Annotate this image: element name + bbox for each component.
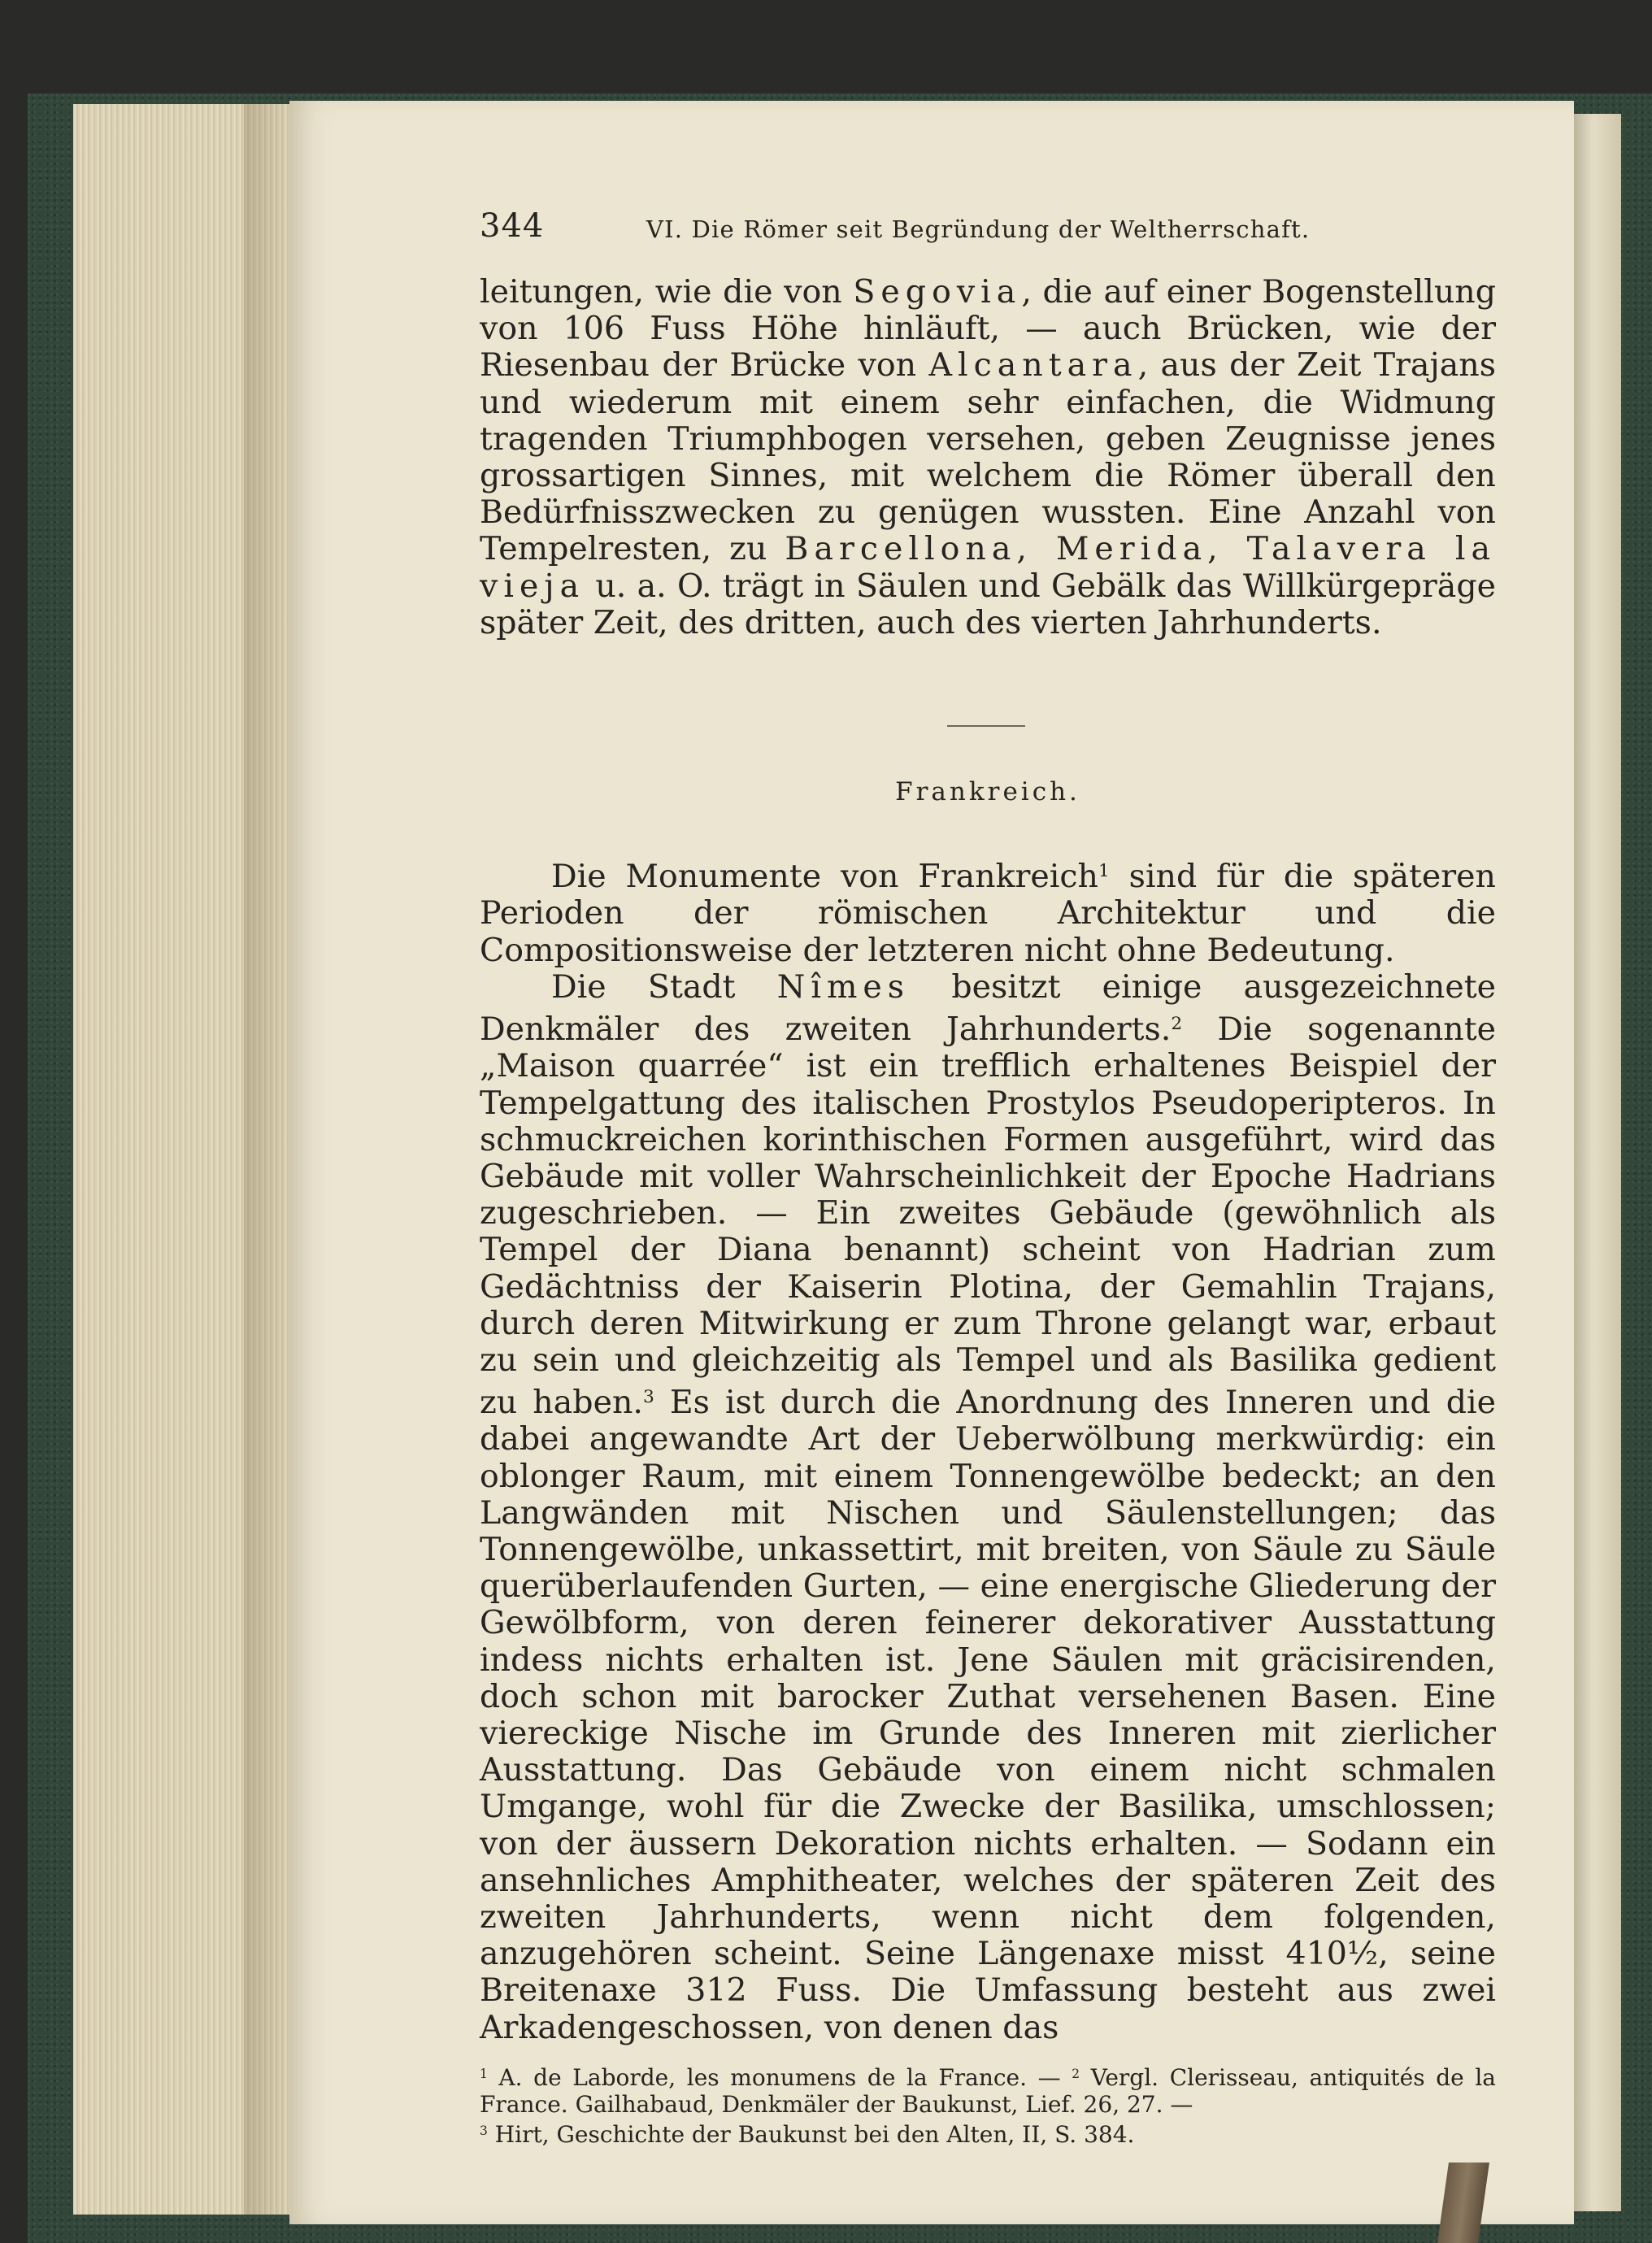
footnote-text: A. de Laborde, les monumens de la France. — [487,2064,1072,2092]
page-content [480,207,1496,2148]
footnote-block [480,2061,1496,2148]
text-span: , die auf einer Bogenstellung von 106 Fuss Höhe hinläuft, — auch Brücken, wie der Riesenbau der Brücke von [480,273,1496,385]
text-span: u. a. O. trägt in Säulen und Gebälk das Willkürgepräge später Zeit, des dritten, auch des vierten Jahrhunderts. [480,567,1496,641]
text-span: Die Stadt [551,967,777,1006]
place-name: Alcantara [928,346,1138,385]
footnote-text: Hirt, Geschichte der Baukunst bei den Alten, II, S. 384. [487,2121,1135,2149]
text-span: leitungen, wie die von [480,273,854,311]
section-divider [947,725,1025,727]
paragraph-2 [480,853,1496,969]
footnote-text: Vergl. Clerisseau, antiquités de la France. Gailhabaud, Denkmäler der Baukunst, Lief. 26, 27. — [480,2064,1496,2119]
place-names: Barcellona, Merida, Talavera la vieja [480,530,1496,605]
text-span: , aus der Zeit Trajans und wiederum mit einem sehr einfachen, die Widmung tragenden Triumphbogen versehen, geben Zeugnisse jenes grossartigen Sinnes, mit welchem die Römer überall den Bedürfnisszwecken zu genügen wussten. Eine Anzahl von Tempelresten, zu [480,346,1496,568]
section-title: Frankreich. [895,777,1080,807]
footnotes [480,2061,1496,2148]
footnote-ref: 3 [642,1387,654,1408]
place-name: Nîmes [776,967,911,1006]
page-edges-right [1574,114,1621,2211]
running-title: VI. Die Römer seit Begründung der Weltherrschaft. [646,215,1311,243]
footnote-ref: 1 [1098,861,1110,882]
place-name: Segovia [853,273,1022,311]
body-text [480,274,1496,2046]
page-gutter [244,104,293,2215]
paragraph-1 [480,274,1496,641]
text-span: Die sogenannte „Maison quarrée“ ist ein trefflich erhaltenes Beispiel der Tempelgattung des italischen Prostylos Pseudoperipteros. In schmuckreichen korinthischen Formen ausgeführt, wird das Gebäude mit voller Wahrscheinlichkeit der Epoche Hadrians zugeschrieben. — Ein zweites Gebäude (gewöhnlich als Tempel der Diana benannt) scheint von Hadrian zum Gedächtniss der Kaiserin Plotina, der Gemahlin Trajans, durch deren Mitwirkung er zum Throne gelangt war, erbaut zu sein und gleichzeitig als Tempel und als Basilika gedient zu haben. [480,1011,1496,1422]
footnote-mark: 1 [480,2066,488,2081]
running-head [480,207,1496,256]
text-span: besitzt einige ausgezeichnete Denkmäler des zweiten Jahrhunderts. [480,967,1497,1049]
footnote-mark: 3 [480,2123,488,2139]
text-span: Die Monumente von Frankreich [551,858,1098,896]
footnote-mark: 2 [1072,2066,1080,2081]
text-span: sind für die späteren Perioden der römischen Architektur und die Compositionsweise der letzteren nicht ohne Bedeutung. [480,858,1496,969]
text-span: Es ist durch die Anordnung des Inneren und die dabei angewandte Art der Ueberwölbung merkwürdig: ein oblonger Raum, mit einem Tonnengewölbe bedeckt; an den Langwänden mit Nischen und Säulenstellungen; das Tonnengewölbe, unkassettirt, mit breiten, von Säule zu Säule querüberlaufenden Gurten, — eine energische Gliederung der Gewölbform, von deren feinerer dekorativer Ausstattung indess nichts erhalten ist. Jene Säulen mit gräcisirenden, doch schon mit barocker Zuthat versehenen Basen. Eine viereckige Nische im Grunde des Inneren mit zierlicher Ausstattung. Das Gebäude von einem nicht schmalen Umgange, wohl für die Zwecke der Basilika, umschlossen; von der äussern Dekoration nichts erhalten. — Sodann ein ansehnliches Amphitheater, welches der späteren Zeit des zweiten Jahrhunderts, wenn nicht dem folgenden, anzugehören scheint. Seine Längenaxe misst 410½, seine Breitenaxe 312 Fuss. Die Umfassung besteht aus zwei Arkadengeschossen, von denen das [480,1384,1496,2046]
footnote-ref: 2 [1171,1014,1183,1035]
paragraph-3 [480,969,1496,2046]
page-number: 344 [480,207,545,245]
